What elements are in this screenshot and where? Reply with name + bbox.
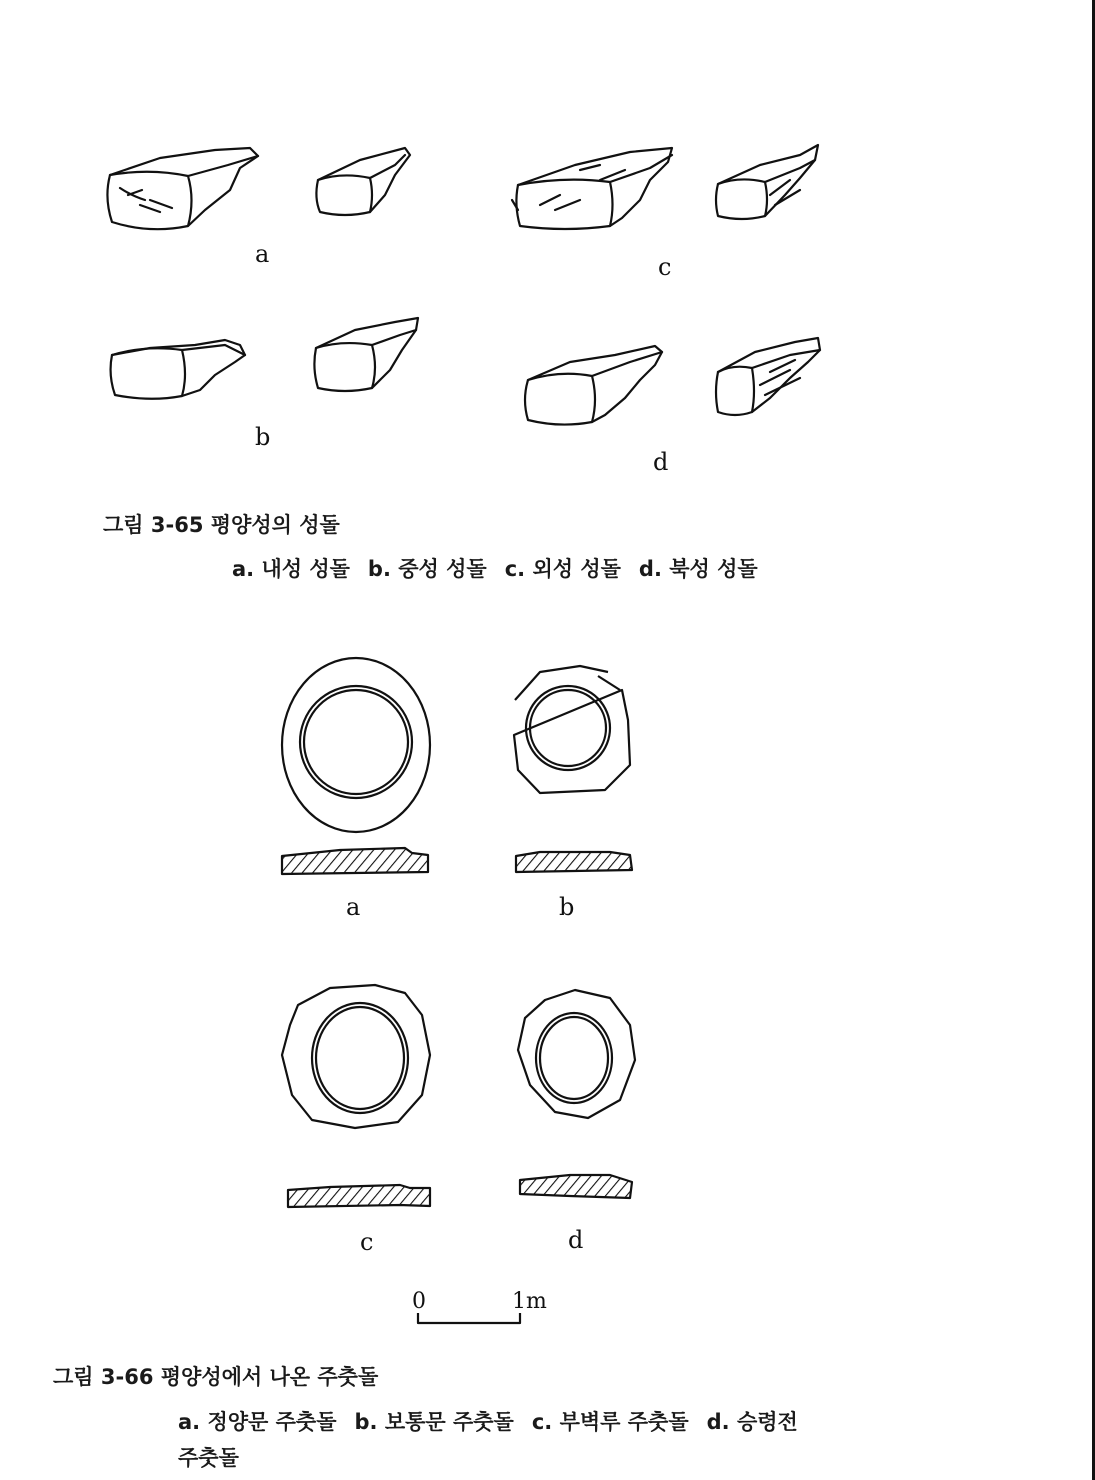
legend-c: c. 부벽루 주춧돌 [531, 1410, 689, 1434]
legend-c: c. 외성 성돌 [504, 557, 621, 581]
profile-d [520, 1175, 632, 1198]
figure-3-66-legend-continuation: 주춧돌 [178, 1446, 239, 1470]
foundation-stone-c [282, 985, 430, 1128]
foundation-stone-b [514, 666, 630, 793]
label-d-stones: d [653, 448, 669, 476]
foundation-stone-d [518, 990, 635, 1118]
scale-end: 1m [512, 1289, 547, 1314]
profile-a [282, 848, 428, 874]
figure-3-65-legend [232, 557, 776, 582]
legend-a: a. 내성 성돌 [232, 557, 350, 581]
profile-b [516, 852, 632, 872]
legend-d: d. 승령전 [706, 1410, 798, 1434]
label-d-foundation: d [568, 1226, 584, 1254]
legend-b: b. 중성 성돌 [367, 557, 487, 581]
profile-c [288, 1185, 430, 1207]
legend-b: b. 보통문 주춧돌 [354, 1410, 514, 1434]
label-a-foundation: a [346, 893, 361, 921]
figure-3-66-caption: 그림 3-66 평양성에서 나온 주춧돌 [53, 1365, 379, 1389]
figure-3-66-legend [178, 1410, 816, 1435]
label-b-foundation: b [559, 893, 575, 921]
label-c-foundation: c [360, 1228, 374, 1256]
legend-d: d. 북성 성돌 [638, 557, 758, 581]
figure-3-65-caption: 그림 3-65 평양성의 성돌 [103, 513, 340, 537]
foundation-stone-a [282, 658, 430, 832]
label-a-stones: a [255, 240, 270, 268]
scale-bar [418, 1313, 520, 1323]
label-b-stones: b [255, 423, 271, 451]
label-c-stones: c [658, 253, 672, 281]
legend-a: a. 정양문 주춧돌 [178, 1410, 337, 1434]
scale-start: 0 [412, 1289, 426, 1314]
